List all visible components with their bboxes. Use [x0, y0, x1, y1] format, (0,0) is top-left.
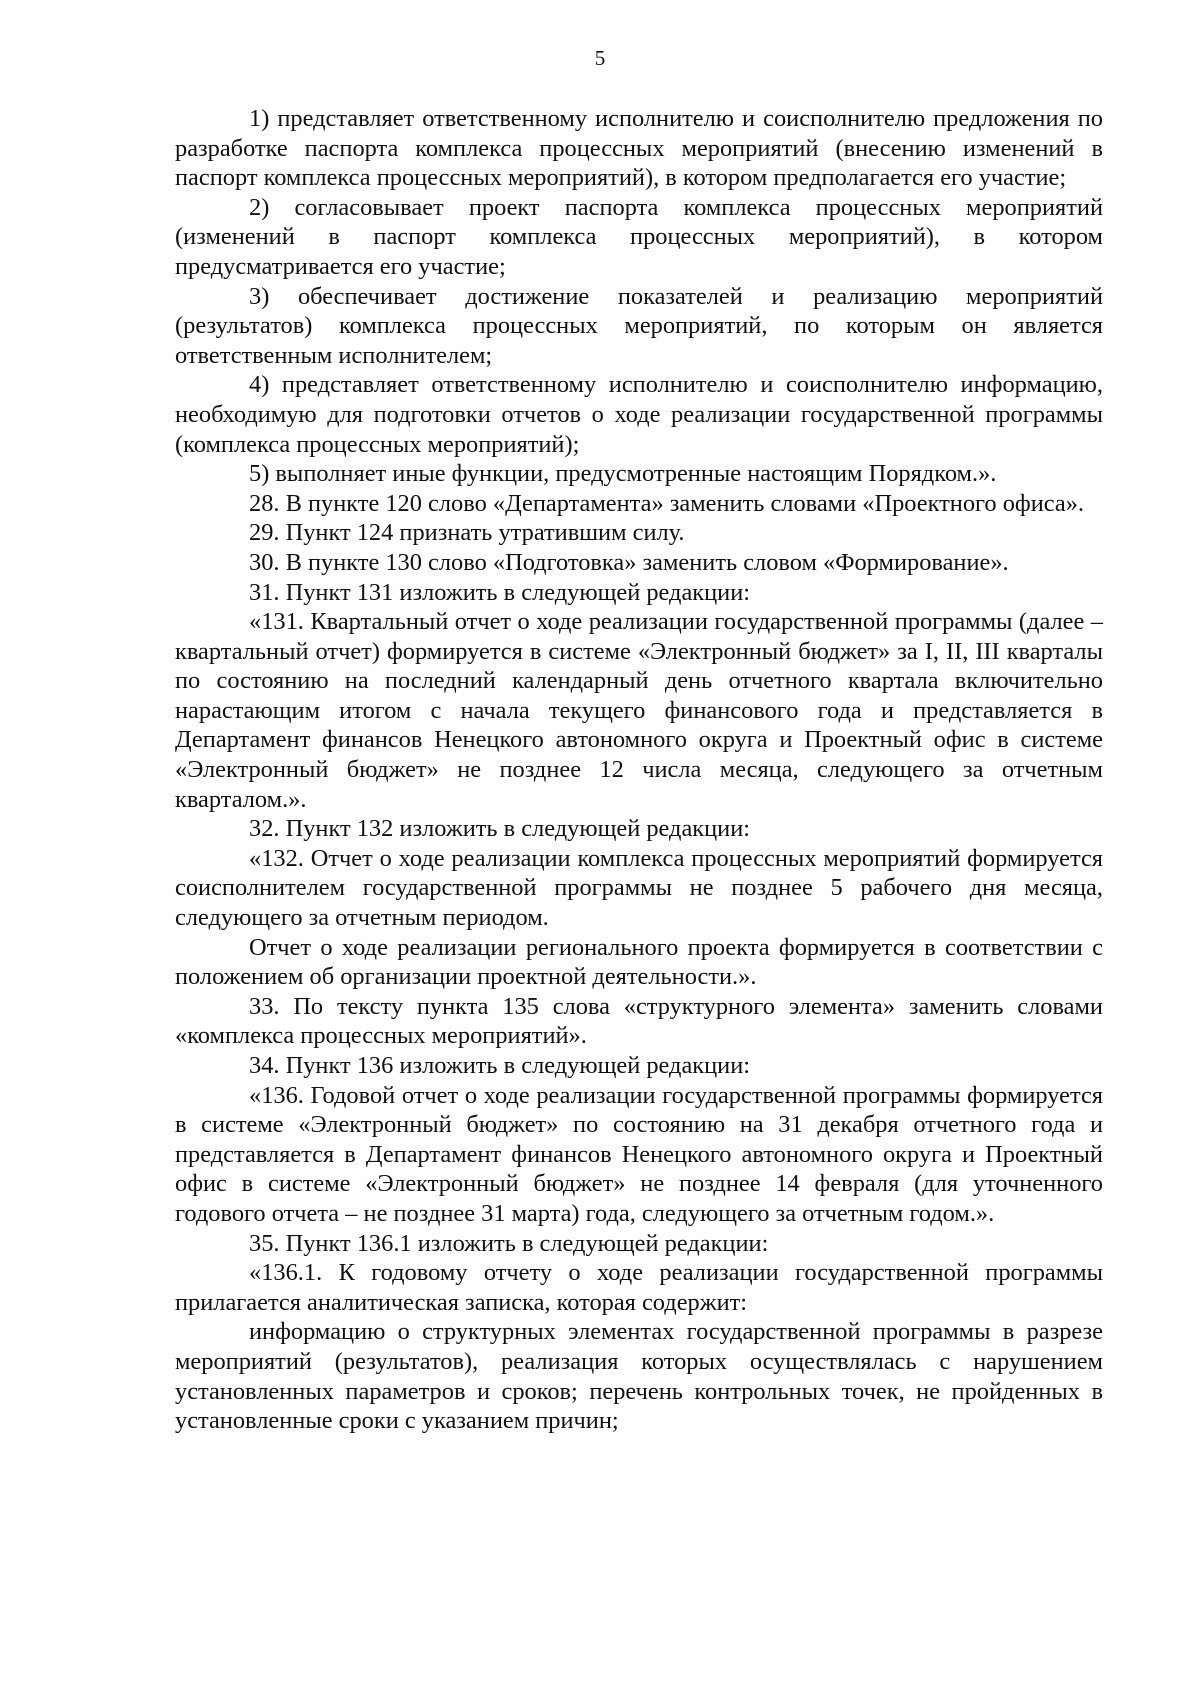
paragraph-clause-132: «132. Отчет о ходе реализации комплекса процессных мероприятий формируется соисполнителем государственной программы не позднее 5 рабочего дня месяца, следующего за отчетным периодом. — [175, 844, 1103, 932]
paragraph-regional-project-report: Отчет о ходе реализации регионального проекта формируется в соответствии с положением об организации проектной деятельности.». — [175, 933, 1103, 991]
paragraph-33: 33. По тексту пункта 135 слова «структурного элемента» заменить словами «комплекса процессных мероприятий». — [175, 992, 1103, 1050]
document-body — [175, 104, 1103, 1436]
paragraph-29: 29. Пункт 124 признать утратившим силу. — [249, 519, 685, 547]
paragraph-clause-136-1: «136.1. К годовому отчету о ходе реализации государственной программы прилагается аналитическая записка, которая содержит: — [175, 1259, 1103, 1316]
page-number: 5 — [594, 46, 606, 70]
paragraph-item-3-ensures-indicators: 3) обеспечивает достижение показателей и реализацию мероприятий (результатов) комплекса процессных мероприятий, по которым он является ответственным исполнителем; — [175, 282, 1103, 369]
paragraph-30: 30. В пункте 130 слово «Подготовка» заменить словом «Формирование». — [249, 548, 1009, 576]
paragraph-item-2-approves-draft: 2) согласовывает проект паспорта комплекса процессных мероприятий (изменений в паспорт комплекса процессных мероприятий), в котором предусматривается его участие; — [175, 193, 1103, 280]
paragraph-28: 28. В пункте 120 слово «Департамента» заменить словами «Проектного офиса». — [249, 489, 1085, 517]
paragraph-structural-elements-info: информацию о структурных элементах государственной программы в разрезе мероприятий (результатов), реализация которых осуществлялась с нарушением установленных параметров и сроков; перечень контрольных точек, не пройденных в установленные сроки с указанием причин; — [175, 1318, 1103, 1435]
paragraph-clause-131: «131. Квартальный отчет о ходе реализации государственной программы (далее – квартальный отчет) формируется в системе «Электронный бюджет» за I, II, III кварталы по состоянию на последний календарный день отчетного квартала включительно нарастающим итогом с начала текущего финансового года и представляется в Департамент финансов Ненецкого автономного округа и Проектный офис в системе «Электронный бюджет» не позднее 12 числа месяца, следующего за отчетным кварталом.». — [175, 608, 1103, 813]
paragraph-32: 32. Пункт 132 изложить в следующей редакции: — [249, 815, 751, 843]
paragraph-item-5-other-functions: 5) выполняет иные функции, предусмотренные настоящим Порядком.». — [249, 460, 997, 488]
paragraph-35: 35. Пункт 136.1 изложить в следующей редакции: — [249, 1229, 769, 1257]
paragraph-item-4-submits-information: 4) представляет ответственному исполнителю и соисполнителю информацию, необходимую для подготовки отчетов о ходе реализации государственной программы (комплекса процессных мероприятий); — [175, 371, 1103, 458]
paragraph-clause-136: «136. Годовой отчет о ходе реализации государственной программы формируется в системе «Электронный бюджет» по состоянию на 31 декабря отчетного года и представляется в Департамент финансов Ненецкого автономного округа и Проектный офис в системе «Электронный бюджет» не позднее 14 февраля (для уточненного годового отчета – не позднее 31 марта) года, следующего за отчетным годом.». — [175, 1081, 1103, 1227]
paragraph-31: 31. Пункт 131 изложить в следующей редакции: — [249, 578, 751, 606]
paragraph-34: 34. Пункт 136 изложить в следующей редакции: — [249, 1052, 751, 1079]
paragraph-item-1-submits-proposals: 1) представляет ответственному исполнителю и соисполнителю предложения по разработке паспорта комплекса процессных мероприятий (внесению изменений в паспорт комплекса процессных мероприятий), в котором предполагается его участие; — [175, 105, 1103, 192]
